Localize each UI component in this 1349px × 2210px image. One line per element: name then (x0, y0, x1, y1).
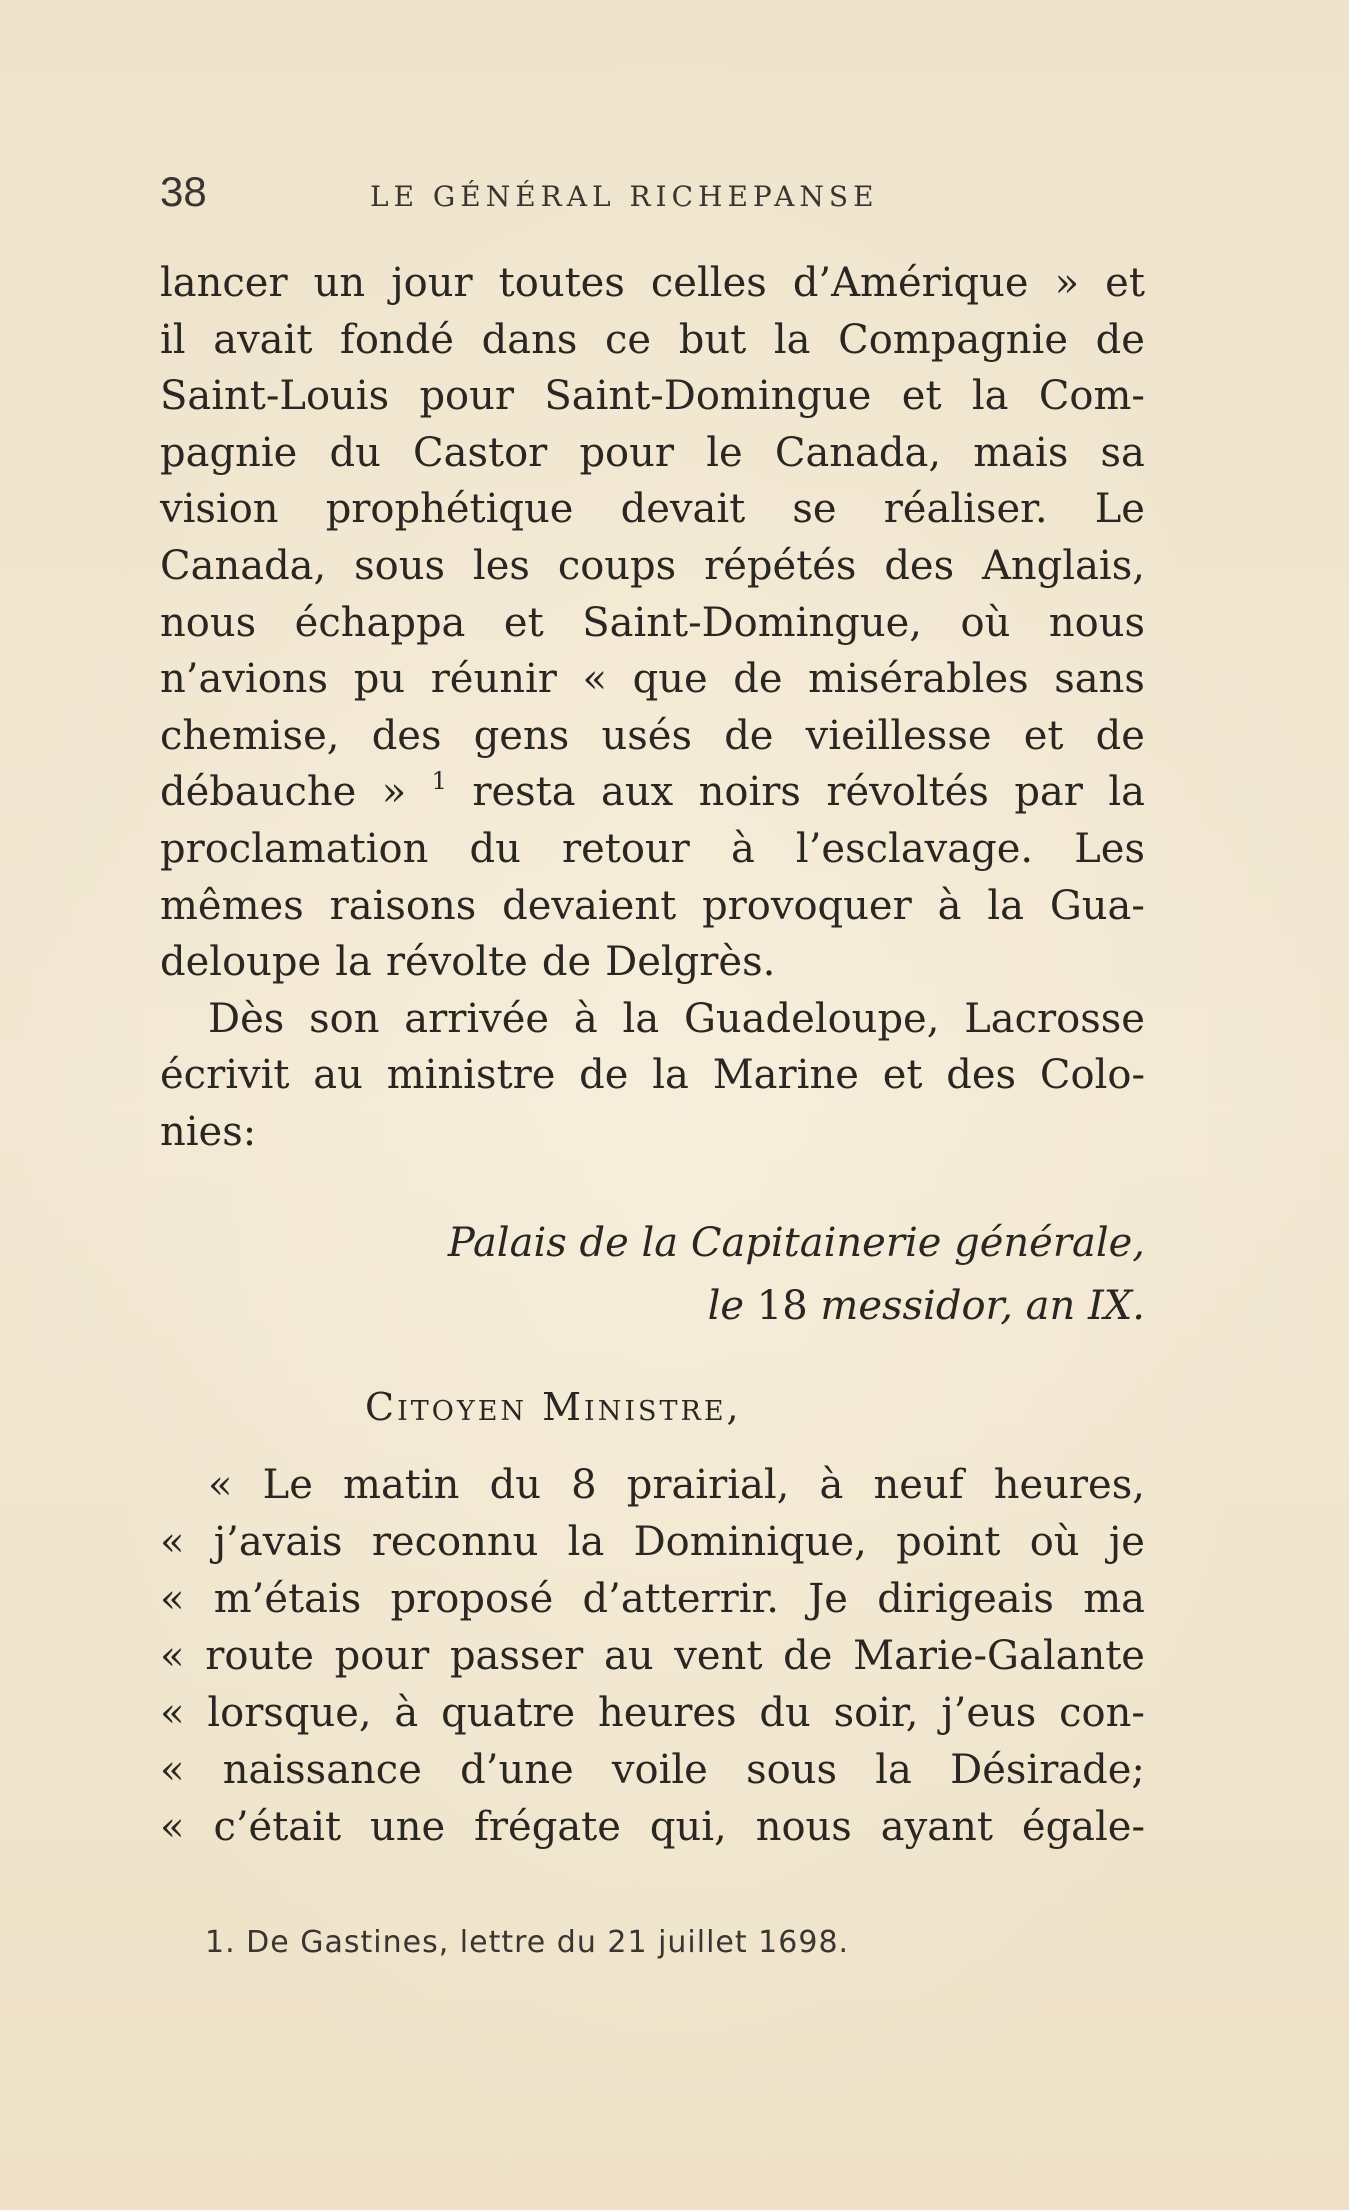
letter-word: j’avais (213, 1519, 343, 1565)
body-word: provoquer (702, 882, 912, 929)
letter-word: nous (755, 1804, 852, 1850)
body-word: au (313, 1052, 363, 1099)
body-word: deloupe (160, 939, 322, 986)
body-word: noirs (698, 769, 801, 816)
body-word: Marine (712, 1052, 859, 1099)
letter-word: qui, (649, 1804, 727, 1850)
body-word: nies: (160, 1108, 257, 1155)
letter-word: j’eus (941, 1690, 1037, 1736)
letter-word: sous (746, 1747, 837, 1793)
body-word: pour (419, 373, 515, 420)
body-word: Canada, (160, 542, 327, 589)
body-word: il (160, 316, 186, 363)
body-word: proclamation (160, 825, 429, 872)
body-word: par (1014, 769, 1083, 816)
letter-word: proposé (390, 1576, 554, 1622)
body-word: de (724, 712, 774, 759)
body-word: débauche (160, 769, 357, 816)
body-word: se (792, 486, 837, 533)
body-word: pour (579, 429, 675, 476)
letter-word: dirigeais (877, 1576, 1054, 1622)
body-word: Com- (1038, 373, 1145, 420)
body-word: Castor (413, 429, 548, 476)
body-word: écrivit (160, 1052, 290, 1099)
body-word: la (622, 995, 660, 1042)
letter-word: une (369, 1804, 446, 1850)
body-line (160, 1104, 1145, 1161)
letter-salutation: Citoyen Ministre, (365, 1385, 742, 1429)
body-word: Saint-Louis (160, 373, 390, 420)
letter-word: Le (262, 1462, 313, 1508)
body-word: pu (353, 656, 406, 703)
body-word: nous (1048, 599, 1145, 646)
body-word: Compagnie (838, 316, 1069, 363)
body-word: pagnie (160, 429, 298, 476)
body-word: de (733, 656, 783, 703)
letter-word: du (489, 1462, 541, 1508)
body-word: » (1054, 260, 1080, 306)
dateline-date-day: 18 (756, 1283, 808, 1329)
body-word: celles (650, 260, 767, 306)
letter-word: « (208, 1462, 233, 1508)
body-word: du (469, 825, 521, 872)
body-word: gens (473, 712, 570, 759)
body-line (160, 934, 1145, 991)
body-line (160, 708, 1145, 765)
body-word: sa (1100, 429, 1145, 476)
body-word: révolte (385, 939, 528, 986)
body-word: un (313, 260, 366, 306)
page-header (160, 168, 1160, 228)
body-word: 1 (431, 767, 447, 796)
body-line (160, 764, 1145, 821)
body-word: et (882, 1052, 923, 1099)
body-word: la (773, 316, 811, 363)
letter-word: « (160, 1633, 185, 1679)
body-word: resta (472, 769, 576, 816)
body-line (160, 991, 1145, 1048)
letter-word: frégate (474, 1804, 621, 1850)
body-line (160, 595, 1145, 652)
body-word: la (1108, 769, 1145, 816)
body-word: de (1095, 316, 1145, 363)
letter-word: soir, (833, 1690, 919, 1736)
body-word: de (541, 939, 592, 986)
body-word: à (937, 882, 962, 929)
letter-word: égale- (1021, 1804, 1145, 1850)
body-word: la (971, 373, 1009, 420)
body-word: chemise, (160, 712, 340, 759)
body-word: aux (601, 769, 674, 816)
letter-word: neuf (873, 1462, 964, 1508)
body-word: du (329, 429, 381, 476)
letter-word: m’étais (213, 1576, 362, 1622)
body-word: ministre (386, 1052, 556, 1099)
body-word: but (678, 316, 747, 363)
letter-word: Désirade; (950, 1747, 1145, 1793)
letter-word: point (896, 1519, 1001, 1565)
letter-word: au (603, 1633, 654, 1679)
letter-line (160, 1747, 1145, 1804)
letter-word: « (160, 1690, 185, 1736)
letter-word: con- (1059, 1690, 1145, 1736)
letter-word: 8 (571, 1462, 597, 1508)
body-word: de (579, 1052, 629, 1099)
letter-word: Dominique, (633, 1519, 867, 1565)
body-word: répétés (704, 542, 857, 589)
body-word: et (503, 599, 544, 646)
letter-word: d’atterrir. (582, 1576, 779, 1622)
body-word: des (884, 542, 955, 589)
letter-line (160, 1519, 1145, 1576)
body-word: avait (213, 316, 313, 363)
body-word: où (960, 599, 1011, 646)
body-word: de (1095, 712, 1145, 759)
body-word: à (730, 825, 755, 872)
letter-word: la (875, 1747, 912, 1793)
body-word: vieillesse (805, 712, 992, 759)
body-word: des (946, 1052, 1017, 1099)
letter-word: Je (808, 1576, 848, 1622)
letter-word: d’une (460, 1747, 574, 1793)
body-word: nous (160, 599, 257, 646)
body-word: Gua- (1049, 882, 1145, 929)
body-word: fondé (340, 316, 454, 363)
letter-word: du (759, 1690, 811, 1736)
body-word: jour (391, 260, 473, 306)
dateline-date-prefix: le (707, 1283, 745, 1329)
body-word: Colo- (1039, 1052, 1145, 1099)
footnote: 1. De Gastines, lettre du 21 juillet 1698. (205, 1925, 850, 1960)
body-word: sous (354, 542, 446, 589)
body-word: échappa (294, 599, 466, 646)
body-word: son (309, 995, 380, 1042)
letter-word: ma (1083, 1576, 1145, 1622)
letter-word: heures, (993, 1462, 1145, 1508)
body-word: Guadeloupe, (683, 995, 940, 1042)
body-word: la (987, 882, 1024, 929)
body-word: vision (160, 486, 279, 533)
letter-word: « (160, 1519, 185, 1565)
body-word: dans (481, 316, 578, 363)
letter-word: c’était (213, 1804, 342, 1850)
body-word: prophétique (325, 486, 574, 533)
body-word: et (1023, 712, 1064, 759)
letter-word: Marie-Galante (853, 1633, 1145, 1679)
body-word: mais (973, 429, 1069, 476)
letter-quote (160, 1462, 1145, 1861)
body-word: Anglais, (982, 542, 1145, 589)
body-word: usés (601, 712, 692, 759)
body-word: Les (1074, 825, 1145, 872)
body-word: l’esclavage. (795, 825, 1034, 872)
letter-word: lorsque, (207, 1690, 372, 1736)
dateline-date-suffix: messidor, an IX. (820, 1283, 1145, 1329)
letter-word: de (783, 1633, 833, 1679)
letter-word: « (160, 1804, 185, 1850)
letter-word: « (160, 1747, 185, 1793)
body-word: retour (561, 825, 690, 872)
letter-word: voile (611, 1747, 708, 1793)
body-word: n’avions (160, 656, 329, 703)
body-word: la (652, 1052, 689, 1099)
body-word: à (573, 995, 598, 1042)
body-word: que (632, 656, 708, 703)
running-title: LE GÉNÉRAL RICHEPANSE (370, 180, 879, 213)
body-word: la (335, 939, 372, 986)
body-word: révoltés (826, 769, 989, 816)
dateline-place: Palais de la Capitainerie générale, (447, 1220, 1145, 1266)
body-word: toutes (498, 260, 625, 306)
letter-line (160, 1462, 1145, 1519)
body-paragraphs (160, 255, 1145, 1161)
page-number: 38 (160, 168, 207, 215)
body-word: « (582, 656, 608, 703)
letter-word: naissance (222, 1747, 422, 1793)
letter-line (160, 1804, 1145, 1861)
body-word: arrivée (404, 995, 550, 1042)
body-word: Saint-Domingue, (582, 599, 922, 646)
body-word: les (472, 542, 530, 589)
body-word: Lacrosse (964, 995, 1145, 1042)
letter-word: « (160, 1576, 185, 1622)
letter-word: route (205, 1633, 314, 1679)
body-word: devait (620, 486, 746, 533)
body-word: » (381, 769, 407, 816)
body-line (160, 255, 1145, 312)
body-word: mêmes (160, 882, 304, 929)
body-line (160, 821, 1145, 878)
body-word: sans (1054, 656, 1145, 703)
letter-line (160, 1576, 1145, 1633)
body-word: raisons (329, 882, 477, 929)
letter-word: passer (449, 1633, 584, 1679)
letter-word: ayant (880, 1804, 993, 1850)
letter-word: heures (598, 1690, 737, 1736)
letter-dateline-date (160, 1283, 1145, 1329)
body-line (160, 1047, 1145, 1104)
letter-word: je (1108, 1519, 1145, 1565)
letter-word: la (567, 1519, 605, 1565)
body-line (160, 425, 1145, 482)
letter-word: matin (343, 1462, 460, 1508)
body-line (160, 368, 1145, 425)
body-word: réaliser. (883, 486, 1048, 533)
letter-word: à (394, 1690, 419, 1736)
letter-word: pour (334, 1633, 430, 1679)
letter-word: vent (674, 1633, 763, 1679)
letter-word: reconnu (371, 1519, 539, 1565)
body-word: et (1105, 260, 1145, 306)
body-word: devaient (502, 882, 677, 929)
body-word: le (706, 429, 743, 476)
letter-line (160, 1690, 1145, 1747)
body-line (160, 538, 1145, 595)
body-word: des (371, 712, 442, 759)
body-word: Delgrès. (605, 939, 776, 986)
body-word: Le (1094, 486, 1145, 533)
body-word: lancer (160, 260, 288, 306)
body-line (160, 481, 1145, 538)
body-word: d’Amérique (792, 260, 1029, 306)
body-word: réunir (430, 656, 557, 703)
letter-word: à (819, 1462, 844, 1508)
letter-word: quatre (441, 1690, 576, 1736)
body-line (160, 651, 1145, 708)
body-word: Dès (208, 995, 285, 1042)
body-word: Saint-Domingue (544, 373, 872, 420)
letter-word: prairial, (626, 1462, 790, 1508)
body-word: ce (605, 316, 652, 363)
body-line (160, 878, 1145, 935)
letter-line (160, 1633, 1145, 1690)
letter-dateline-place (160, 1220, 1145, 1266)
body-word: Canada, (774, 429, 942, 476)
body-line (160, 312, 1145, 369)
body-word: coups (557, 542, 677, 589)
body-word: misérables (808, 656, 1029, 703)
body-word: et (901, 373, 942, 420)
letter-word: où (1029, 1519, 1080, 1565)
